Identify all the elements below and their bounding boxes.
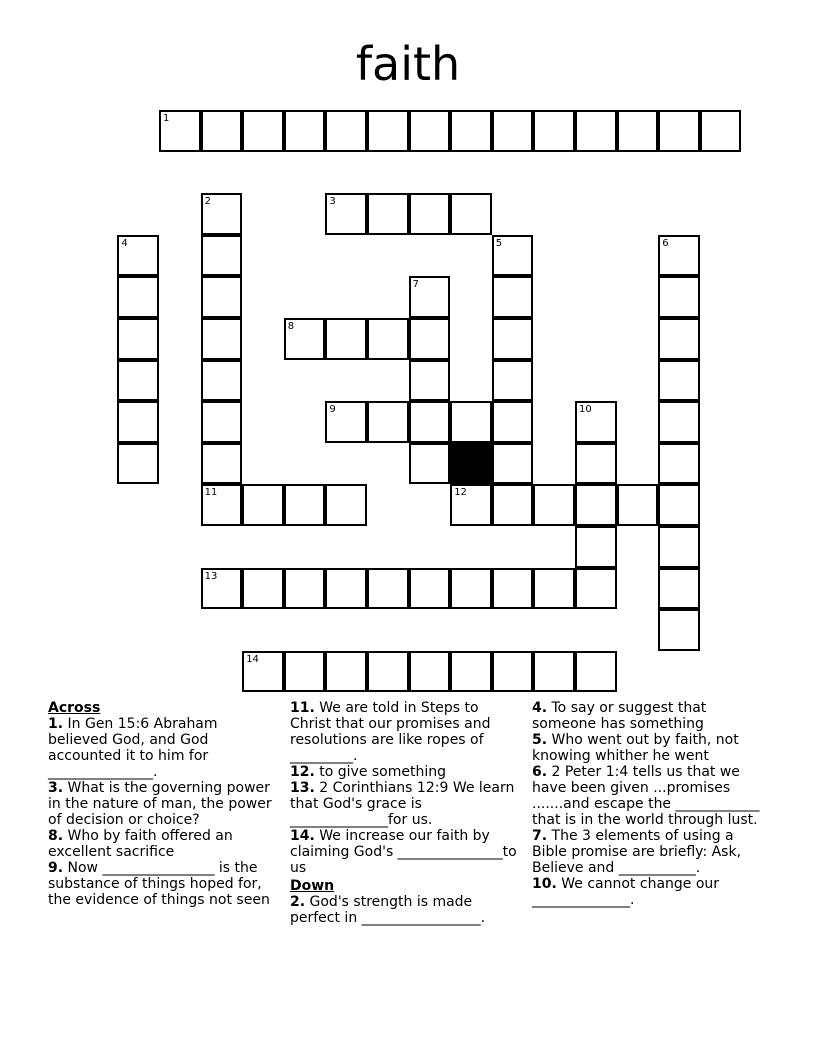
clue-item — [48, 780, 278, 828]
grid-cell[interactable] — [533, 484, 575, 526]
grid-cell[interactable] — [617, 110, 659, 152]
grid-cell[interactable] — [117, 276, 159, 318]
grid-cell[interactable] — [201, 443, 243, 485]
clue-number: 9 — [329, 404, 336, 416]
grid-cell[interactable] — [492, 401, 534, 443]
clue-number: 14. — [290, 828, 315, 844]
grid-cell[interactable] — [575, 568, 617, 610]
clue-number: 14 — [246, 653, 259, 665]
grid-cell[interactable] — [325, 568, 367, 610]
grid-cell[interactable] — [367, 318, 409, 360]
grid-cell[interactable] — [409, 318, 451, 360]
clue-text: Who by faith offered an excellent sacrifice — [48, 828, 233, 860]
clue-text: In Gen 15:6 Abraham believed God, and God accounted it to him for _______________. — [48, 716, 218, 780]
clue-text: We cannot change our ______________. — [532, 876, 720, 908]
grid-cell[interactable] — [325, 110, 367, 152]
grid-cell[interactable] — [284, 568, 326, 610]
grid-cell[interactable] — [658, 360, 700, 402]
clue-item — [290, 780, 522, 828]
clue-number: 1 — [163, 113, 170, 124]
clue-number: 12. — [290, 764, 315, 780]
clues-column-1 — [48, 700, 278, 908]
grid-cell[interactable] — [117, 235, 159, 277]
grid-cell[interactable] — [367, 651, 409, 693]
clue-number: 5 — [495, 237, 503, 249]
clue-number: 8 — [287, 321, 295, 332]
grid-cell[interactable] — [409, 276, 451, 318]
grid-cell[interactable] — [325, 484, 367, 526]
grid-cell[interactable] — [492, 443, 534, 485]
clue-item — [48, 860, 278, 908]
grid-cell[interactable] — [492, 360, 534, 402]
grid-cell[interactable] — [242, 110, 284, 152]
clue-text: Who went out by faith, not knowing whither he went — [532, 732, 739, 764]
clue-number: 2 — [204, 196, 211, 208]
grid-cell[interactable] — [533, 651, 575, 693]
grid-cell[interactable] — [325, 651, 367, 693]
grid-cell[interactable] — [533, 568, 575, 610]
clue-text: What is the governing power in the nature of man, the power of decision or choice? — [48, 780, 272, 828]
down-heading: Down — [290, 878, 335, 894]
grid-cell[interactable] — [617, 484, 659, 526]
grid-cell[interactable] — [325, 193, 367, 235]
clue-item — [290, 894, 522, 926]
grid-cell[interactable] — [117, 443, 159, 485]
grid-cell[interactable] — [492, 110, 534, 152]
clue-number: 3. — [48, 780, 64, 796]
grid-cell[interactable] — [201, 360, 243, 402]
clue-number: 11. — [290, 700, 315, 716]
grid-cell[interactable] — [201, 484, 243, 526]
grid-cell[interactable] — [492, 318, 534, 360]
grid-cell[interactable] — [201, 318, 243, 360]
grid-cell[interactable] — [367, 568, 409, 610]
clue-number: 12 — [454, 487, 467, 499]
grid-cell[interactable] — [658, 484, 700, 526]
grid-cell[interactable] — [450, 193, 492, 235]
grid-cell[interactable] — [575, 651, 617, 693]
clue-text: 2 Peter 1:4 tells us that we have been given ...promises .......and escape the ____________ that is in the world through lust. — [532, 764, 760, 828]
clue-text: The 3 elements of using a Bible promise are briefly: Ask, Believe and ___________. — [532, 828, 742, 876]
grid-cell[interactable] — [284, 110, 326, 152]
grid-cell[interactable] — [575, 401, 617, 443]
grid-cell[interactable] — [409, 110, 451, 152]
grid-cell[interactable] — [325, 401, 367, 443]
grid-cell[interactable] — [284, 484, 326, 526]
clues-column-2 — [290, 700, 522, 926]
clue-text: 2 Corinthians 12:9 We learn that God's grace is ______________for us. — [290, 780, 515, 828]
grid-cell[interactable] — [117, 401, 159, 443]
clue-number: 10. — [532, 876, 557, 892]
clue-text: God's strength is made perfect in _________________. — [290, 894, 486, 926]
grid-cell[interactable] — [201, 193, 243, 235]
clue-number: 9. — [48, 860, 64, 876]
grid-cell[interactable] — [325, 318, 367, 360]
grid-cell[interactable] — [367, 193, 409, 235]
clue-number: 7. — [532, 828, 548, 844]
grid-cell[interactable] — [658, 318, 700, 360]
clue-item — [532, 732, 772, 764]
clue-item — [290, 828, 522, 876]
clue-text: We increase our faith by claiming God's _______________to us — [290, 828, 517, 876]
grid-cell[interactable] — [159, 110, 201, 152]
grid-cell[interactable] — [450, 484, 492, 526]
clue-number: 5. — [532, 732, 548, 748]
clue-item — [290, 764, 522, 780]
grid-cell[interactable] — [409, 651, 451, 693]
grid-cell[interactable] — [201, 276, 243, 318]
grid-cell[interactable] — [117, 360, 159, 402]
grid-cell[interactable] — [242, 484, 284, 526]
clue-text: Now ________________ is the substance of things hoped for, the evidence of things not seen — [48, 860, 270, 908]
grid-cell[interactable] — [492, 276, 534, 318]
grid-cell[interactable] — [658, 401, 700, 443]
grid-cell[interactable] — [492, 484, 534, 526]
grid-cell[interactable] — [492, 568, 534, 610]
grid-cell[interactable] — [658, 526, 700, 568]
grid-cell[interactable] — [658, 443, 700, 485]
grid-cell[interactable] — [201, 235, 243, 277]
puzzle-title: faith — [355, 37, 461, 91]
clue-number: 6. — [532, 764, 548, 780]
grid-cell[interactable] — [658, 609, 700, 651]
clue-number: 8. — [48, 828, 64, 844]
clue-number: 7 — [412, 279, 419, 291]
clue-number: 2. — [290, 894, 306, 910]
clue-number: 13 — [204, 570, 218, 582]
grid-cell[interactable] — [575, 526, 617, 568]
grid-cell[interactable] — [492, 235, 534, 277]
clue-item — [532, 828, 772, 876]
grid-cell[interactable] — [367, 401, 409, 443]
grid-cell[interactable] — [242, 651, 284, 693]
grid-cell[interactable] — [284, 651, 326, 693]
clue-number: 6 — [662, 237, 669, 249]
across-heading: Across — [48, 700, 101, 716]
clue-number: 1. — [48, 716, 64, 732]
grid-cell[interactable] — [450, 110, 492, 152]
clues-column-3 — [532, 700, 772, 908]
grid-cell[interactable] — [575, 443, 617, 485]
grid-cell[interactable] — [409, 401, 451, 443]
grid-cell[interactable] — [409, 193, 451, 235]
grid-cell[interactable] — [284, 318, 326, 360]
clue-number: 4. — [532, 700, 548, 716]
clue-item — [532, 764, 772, 828]
grid-cell[interactable] — [450, 568, 492, 610]
clue-item — [48, 828, 278, 860]
grid-cell[interactable] — [450, 651, 492, 693]
grid-cell[interactable] — [450, 401, 492, 443]
clue-number: 10 — [579, 404, 592, 416]
clue-item — [290, 700, 522, 764]
grid-cell[interactable] — [658, 235, 700, 277]
grid-cell[interactable] — [242, 568, 284, 610]
grid-cell[interactable] — [658, 568, 700, 610]
grid-cell[interactable] — [658, 110, 700, 152]
grid-cell[interactable] — [575, 484, 617, 526]
clue-number: 13. — [290, 780, 315, 796]
clue-number: 4 — [121, 237, 128, 249]
clue-text: to give something — [314, 764, 447, 780]
clue-number: 3 — [329, 196, 336, 208]
grid-cell[interactable] — [201, 568, 243, 610]
grid-cell[interactable] — [409, 360, 451, 402]
grid-cell[interactable] — [367, 110, 409, 152]
grid-cell[interactable] — [658, 276, 700, 318]
black-square — [450, 443, 492, 485]
clue-item — [532, 876, 772, 908]
clue-text: We are told in Steps to Christ that our promises and resolutions are like ropes of _________. — [290, 700, 491, 764]
grid-cell[interactable] — [201, 401, 243, 443]
grid-cell[interactable] — [409, 443, 451, 485]
grid-cell[interactable] — [201, 110, 243, 152]
grid-cell[interactable] — [575, 110, 617, 152]
grid-cell[interactable] — [700, 110, 742, 152]
clue-text: To say or suggest that someone has something — [532, 700, 707, 732]
clue-item — [532, 700, 772, 732]
grid-cell[interactable] — [533, 110, 575, 152]
grid-cell[interactable] — [117, 318, 159, 360]
grid-cell[interactable] — [409, 568, 451, 610]
clue-number: 11 — [204, 487, 218, 499]
clue-item — [48, 716, 278, 780]
grid-cell[interactable] — [492, 651, 534, 693]
